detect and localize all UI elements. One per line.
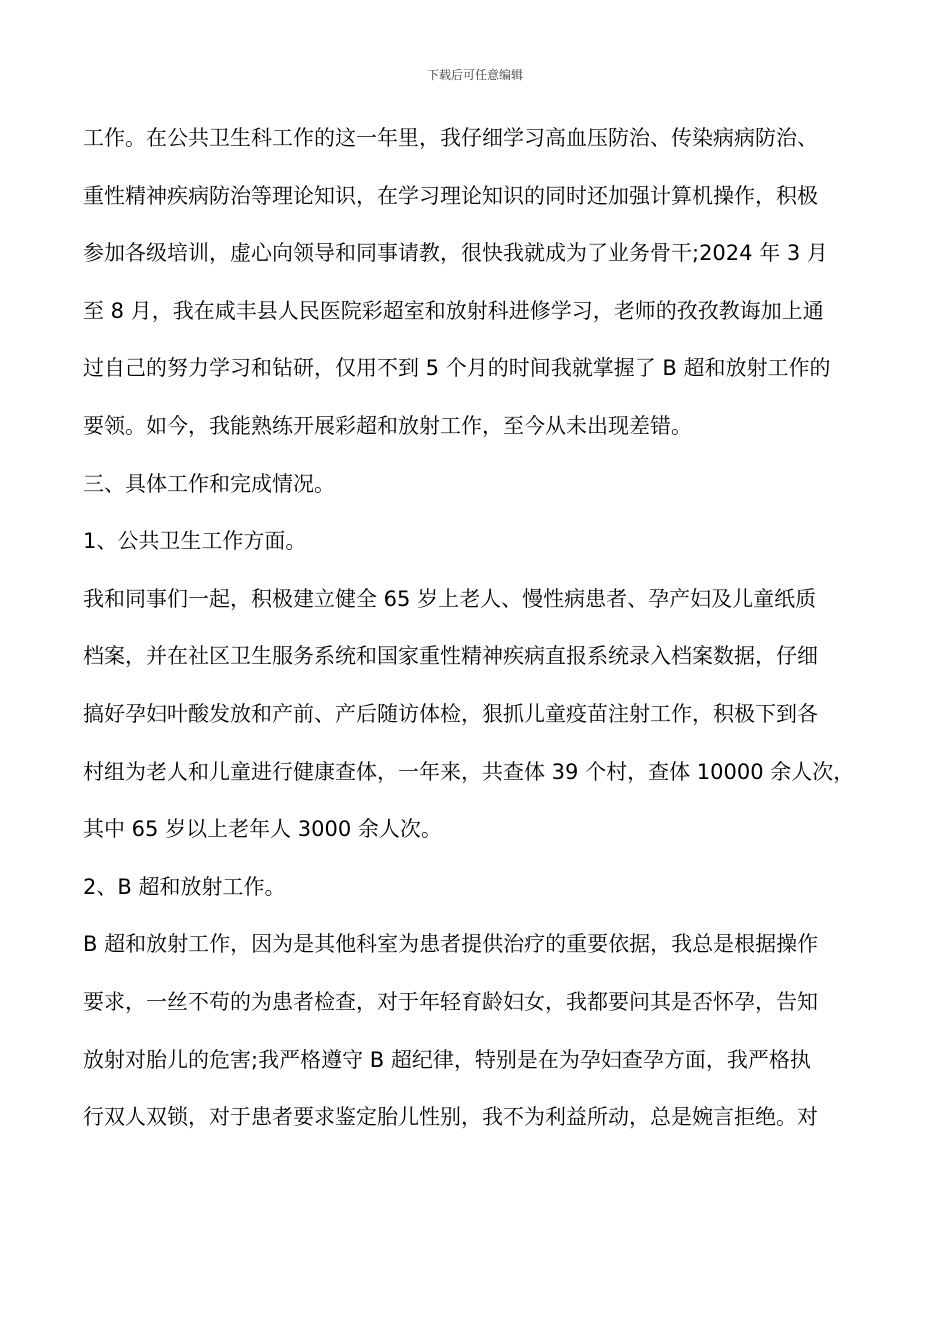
text-line: B 超和放射工作，因为是其他科室为患者提供治疗的重要依据，我总是根据操作 (83, 932, 819, 957)
text-line: 要求，一丝不苟的为患者检查，对于年轻育龄妇女，我都要问其是否怀孕，告知 (83, 989, 818, 1014)
text-line: 过自己的努力学习和钻研，仅用不到 5 个月的时间我就掌握了 B 超和放射工作的 (83, 356, 831, 381)
text-line: 至 8 月，我在咸丰县人民医院彩超室和放射科进修学习，老师的孜孜教诲加上通 (83, 298, 824, 323)
text-line: 其中 65 岁以上老年人 3000 余人次。 (83, 817, 442, 842)
text-line: 要领。如今，我能熟练开展彩超和放射工作，至今从未出现差错。 (83, 413, 692, 438)
page-header: 下载后可任意编辑 (426, 68, 523, 82)
text-line: 档案，并在社区卫生服务系统和国家重性精神疾病直报系统录入档案数据，仔细 (83, 644, 818, 669)
section-heading: 三、具体工作和完成情况。 (83, 471, 335, 496)
text-line: 工作。在公共卫生科工作的这一年里，我仔细学习高血压防治、传染病病防治、 (83, 126, 818, 150)
text-line: 参加各级培训，虚心向领导和同事请教，很快我就成为了业务骨干;2024 年 3 月 (83, 241, 828, 266)
text-line: 放射对胎儿的危害;我严格遵守 B 超纪律，特别是在为孕妇查孕方面，我严格执 (83, 1047, 811, 1072)
document-body (83, 118, 883, 1155)
subsection-heading: 1、公共卫生工作方面。 (83, 529, 307, 554)
text-line: 我和同事们一起，积极建立健全 65 岁上老人、慢性病患者、孕产妇及儿童纸质 (83, 586, 817, 611)
subsection-heading: 2、B 超和放射工作。 (83, 874, 286, 899)
text-line: 搞好孕妇叶酸发放和产前、产后随访体检，狠抓儿童疫苗注射工作，积极下到各 (83, 701, 818, 726)
text-line: 村组为老人和儿童进行健康查体，一年来，共查体 39 个村，查体 10000 余人次， (83, 759, 855, 784)
text-line: 行双人双锁，对于患者要求鉴定胎儿性别，我不为利益所动，总是婉言拒绝。对 (83, 1105, 818, 1130)
text-line: 重性精神疾病防治等理论知识，在学习理论知识的同时还加强计算机操作，积极 (83, 183, 818, 208)
